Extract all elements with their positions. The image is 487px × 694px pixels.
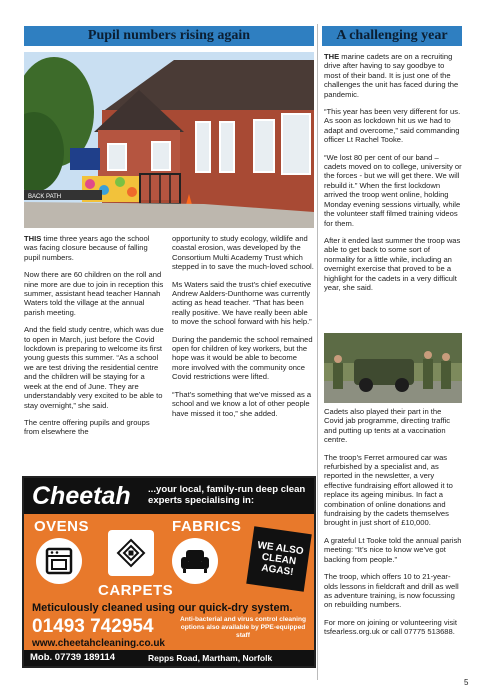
oven-icon	[36, 538, 82, 584]
school-building-photo	[24, 52, 314, 228]
cadets-photo	[324, 333, 462, 403]
carpet-pattern-icon	[108, 530, 154, 576]
paragraph: The troop’s Ferret armoured car was refurbished by a specialist and, as reported in the newsletter, a very effective fundraising effort allowed it to replace its ageing minibus. In fact a combination of online donations and fundraising by the cadets themselves brought in just short of £10,000.	[324, 452, 453, 528]
paragraph: Ms Waters said the trust’s chief executive Andrew Aalders-Dunthorne was currently acting as head teacher. “That has been really positive. We have really been able to move the school forward with his help.”	[172, 279, 312, 327]
page-number: 5	[464, 678, 469, 687]
advert-mobile: Mob. 07739 189114	[30, 652, 116, 663]
advert-address: Repps Road, Martham, Norfolk	[148, 653, 273, 663]
paragraph: Now there are 60 children on the roll and nine more are due to join in reception this summer, assistant head teacher Hannah Waters told the village at the annual parish meeting.	[24, 270, 164, 317]
paragraph: A grateful Lt Tooke told the annual parish meeting: “It’s nice to know we’ve got backing from people.”	[324, 535, 462, 564]
paragraph: opportunity to study ecology, wildlife and coastal erosion, was developed by the Consortium Multi Academy Trust which stepped in to save the much-loved school.	[172, 234, 314, 272]
advert-tagline: ...your local, family-run deep clean experts specialising in:	[148, 484, 306, 506]
right-article-column-top	[324, 52, 462, 300]
advert-website[interactable]: www.cheetahcleaning.co.uk	[32, 638, 165, 649]
advert-brand-logo: Cheetah	[32, 482, 131, 510]
armchair-icon	[172, 538, 218, 584]
left-section-header: Pupil numbers rising again	[24, 26, 314, 46]
left-article-column-1	[24, 234, 164, 445]
paragraph: And the field study centre, which was due to open in March, just before the Covid lockdown is preparing to welcome its first young guests this summer. “As a school we are test driving the residential centre and the children will be staying for a week at the end of June. They are understandably very excited to be able to stay overnight,” she said.	[24, 325, 164, 410]
service-label-carpets: CARPETS	[98, 582, 174, 599]
paragraph: “This year has been very different for us. As soon as lockdown hit us we had to adapt and overcome,” said commanding officer Lt Rachel Tooke.	[324, 107, 461, 145]
service-label-fabrics: FABRICS	[172, 518, 242, 535]
agas-badge	[246, 526, 312, 592]
paragraph: “That’s something that we’ve missed as a school and we know a lot of other people have missed it too,” she added.	[172, 389, 312, 418]
paragraph: Cadets also played their part in the Covid jab programme, directing traffic and putting up tents at a vaccination centre.	[324, 407, 451, 445]
school-photo-graphic	[24, 52, 314, 228]
back-path-sign-text: BACK PATH	[28, 194, 62, 200]
cadets-photo-graphic	[324, 333, 462, 403]
paragraph: THIS time three years ago the school was facing closure because of falling pupil numbers.	[24, 234, 150, 262]
right-article-column-bottom	[324, 407, 462, 645]
advert-covid-note: Anti-bacterial and virus control cleaning options also available by PPE-equipped staff	[179, 616, 307, 639]
agas-badge-text: WE ALSO CLEAN AGAS!	[256, 539, 305, 578]
service-label-ovens: OVENS	[34, 518, 90, 535]
paragraph: After it ended last summer the troop was able to get back to some sort of normality for a little while, including an overnight exercise that proved to be a highlight for the cadets in a very difficult year, she said.	[324, 235, 461, 292]
paragraph: “We lost 80 per cent of our band – cadets moved on to college, university or the forces - but we will get there. We will rebuild it.” When the first lockdown arrived the troop went online, holding Monday evening sessions virtually, while the volunteer staff filmed training videos for them.	[324, 152, 462, 228]
paragraph: For more on joining or volunteering visit tsfearless.org.uk or call 07775 513688.	[324, 617, 457, 637]
paragraph: THE marine cadets are on a recruiting drive after having to say goodbye to most of their band. It is just one of the challenges the unit has faced during the pandemic.	[324, 52, 459, 99]
right-section-header: A challenging year	[322, 26, 462, 46]
advert-method-line: Meticulously cleaned using our quick-dry system.	[32, 602, 293, 614]
advert-phone: 01493 742954	[32, 616, 154, 637]
paragraph: The centre offering pupils and groups from elsewhere the	[24, 417, 150, 437]
left-article-column-2	[172, 234, 314, 426]
paragraph: During the pandemic the school remained open for children of key workers, but the hope was it would be able to become more involved with the community once Covid restrictions were lifted.	[172, 334, 313, 382]
paragraph: The troop, which offers 10 to 21-year-olds lessons in fieldcraft and drill as well as adventure training, is now focussing on rebuilding numbers.	[324, 572, 459, 610]
cheetah-cleaning-advert	[22, 476, 316, 668]
column-divider	[317, 24, 318, 680]
